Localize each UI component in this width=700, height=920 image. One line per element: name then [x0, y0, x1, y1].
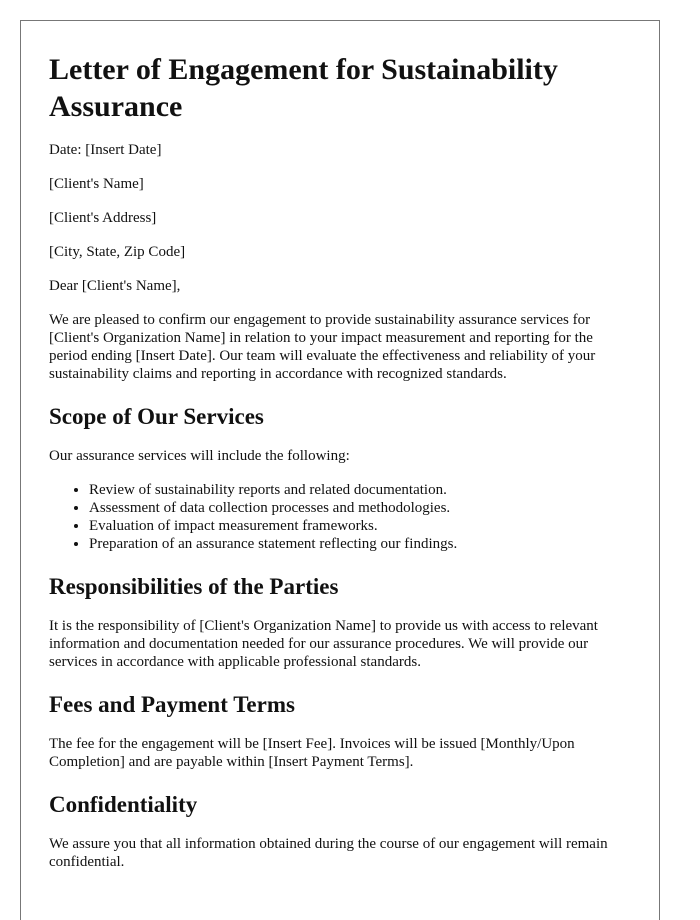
list-item: • Review of sustainability reports and related documentation. [89, 481, 631, 499]
client-name-line: [Client's Name] [49, 176, 144, 192]
city-state-zip-line: [City, State, Zip Code] [49, 244, 186, 260]
date-line: Date: [Insert Date] [49, 142, 162, 158]
responsibilities-paragraph: It is the responsibility of [Client's Organization Name] to provide us with access to relevant information and documentation needed for our assurance procedures. We will provide our services in accordance with applicable professional standards. [49, 618, 598, 670]
client-address-line: [Client's Address] [49, 210, 157, 226]
confidentiality-paragraph: We assure you that all information obtained during the course of our engagement will remain confidential. [49, 836, 608, 870]
list-item: • Preparation of an assurance statement reflecting our findings. [89, 535, 631, 553]
confidentiality-heading: Confidentiality [49, 792, 198, 817]
letter-title: Letter of Engagement for Sustainability Assurance [49, 53, 558, 123]
scope-list [49, 481, 631, 553]
list-item: • Evaluation of impact measurement frameworks. [89, 517, 631, 535]
fees-paragraph: The fee for the engagement will be [Insert Fee]. Invoices will be issued [Monthly/Upon Completion] and are payable within [Insert Payment Terms]. [49, 736, 575, 770]
responsibilities-heading: Responsibilities of the Parties [49, 574, 339, 599]
salutation: Dear [Client's Name], [49, 278, 181, 294]
letter-page [20, 20, 660, 920]
intro-paragraph: We are pleased to confirm our engagement to provide sustainability assurance services for [Client's Organization Name] in relation to your impact measurement and reporting for the period ending [Insert Date]. Our team will evaluate the effectiveness and reliability of your sustainability claims and reporting in accordance with recognized standards. [49, 312, 596, 382]
fees-heading: Fees and Payment Terms [49, 692, 295, 717]
scope-heading: Scope of Our Services [49, 404, 264, 429]
list-item: • Assessment of data collection processes and methodologies. [89, 499, 631, 517]
scope-lead: Our assurance services will include the following: [49, 448, 350, 464]
